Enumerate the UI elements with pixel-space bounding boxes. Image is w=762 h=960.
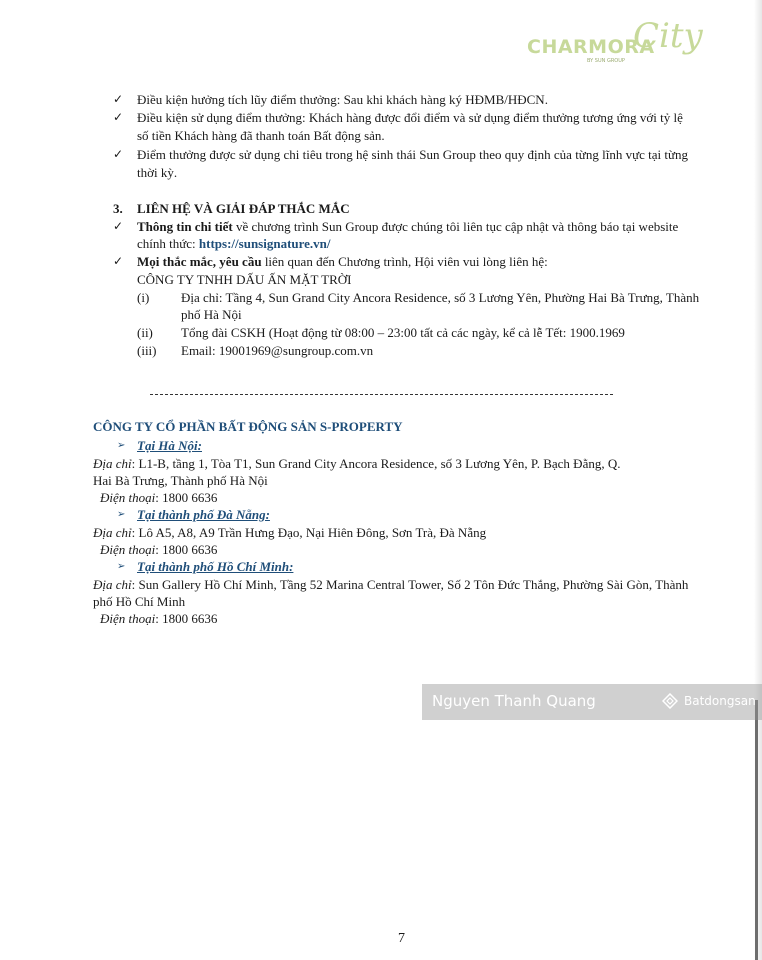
bullet-text-cont: số tiền Khách hàng đã thanh toán Bất động sản. [137, 128, 385, 143]
bullet-text-cont: thời kỳ. [137, 165, 178, 180]
address-value: : L1-B, tầng 1, Tòa T1, Sun Grand City Ancora Residence, số 3 Lương Yên, P. Bạch Đằng, Q. [131, 456, 621, 471]
contact-line [137, 253, 548, 270]
charmora-city-logo [525, 16, 705, 74]
phone-value: : 1800 6636 [155, 490, 218, 505]
arrow-icon: ➢ [117, 509, 126, 520]
office-phone [100, 489, 217, 506]
watermark-banner [422, 684, 762, 720]
info-rest: về chương trình Sun Group được chúng tôi liên tục cập nhật và thông báo tại website [232, 219, 679, 234]
arrow-icon: ➢ [117, 440, 126, 451]
phone-label: Điện thoại [100, 490, 156, 505]
website-link[interactable]: https://sunsignature.vn/ [198, 236, 331, 251]
office-city: Tại Hà Nội: [137, 438, 202, 453]
address-label: Địa chỉ [93, 525, 132, 540]
office-address [93, 524, 486, 541]
address-label: Địa chỉ [93, 577, 132, 592]
office-city: Tại thành phố Đà Nẵng: [137, 507, 270, 522]
logo-script: City [633, 16, 703, 56]
phone-value: : 1800 6636 [155, 542, 218, 557]
arrow-icon: ➢ [117, 561, 126, 572]
bullet-text: Điều kiện sử dụng điểm thưởng: Khách hàng được đổi điểm và sử dụng điểm thưởng tương ứng với tỷ lệ [137, 110, 683, 125]
logo-sub: BY SUN GROUP [587, 58, 625, 64]
batdongsan-logo-icon [662, 693, 678, 709]
item-text: Tổng đài CSKH (Hoạt động từ 08:00 – 23:00 tất cả các ngày, kể cả lễ Tết: 1900.1969 [181, 325, 625, 340]
office-address-cont: phố Hồ Chí Minh [93, 594, 186, 609]
bullet-text: Điều kiện hưởng tích lũy điểm thưởng: Sau khi khách hàng ký HĐMB/HĐCN. [137, 92, 548, 107]
office-address-cont: Hai Bà Trưng, Thành phố Hà Nội [93, 473, 268, 488]
bullet-text: Điểm thưởng được sử dụng chi tiêu trong hệ sinh thái Sun Group theo quy định của từng lĩnh vực tại từng [137, 147, 689, 162]
section-title: LIÊN HỆ VÀ GIẢI ĐÁP THẮC MẮC [137, 201, 350, 216]
checkmark-icon: ✓ [113, 254, 124, 268]
dashed-separator [150, 394, 613, 395]
item-text: Địa chỉ: Tầng 4, Sun Grand City Ancora Residence, số 3 Lương Yên, Phường Hai Bà Trưng, Thành [181, 290, 700, 305]
contact-rest: liên quan đến Chương trình, Hội viên vui lòng liên hệ: [261, 254, 548, 269]
watermark-brand: Batdongsan [684, 694, 756, 708]
page-edge-dark [755, 700, 758, 960]
contact-bold: Mọi thắc mắc, yêu cầu [137, 254, 262, 269]
item-text-cont: phố Hà Nội [181, 307, 242, 322]
footer-company: CÔNG TY CỔ PHẦN BẤT ĐỘNG SẢN S-PROPERTY [93, 419, 403, 434]
address-value: : Sun Gallery Hồ Chí Minh, Tầng 52 Marina Central Tower, Số 2 Tôn Đức Thắng, Phường Sài Gòn, Thành [131, 577, 689, 592]
checkmark-icon: ✓ [113, 92, 124, 106]
company-name: CÔNG TY TNHH DẤU ẤN MẶT TRỜI [137, 272, 352, 287]
address-value: : Lô A5, A8, A9 Trần Hưng Đạo, Nại Hiên Đông, Sơn Trà, Đà Nẵng [131, 525, 487, 540]
item-number: (i) [137, 290, 150, 305]
item-number: (ii) [137, 325, 153, 340]
phone-value: : 1800 6636 [155, 611, 218, 626]
watermark-name: Nguyen Thanh Quang [432, 692, 596, 710]
office-city: Tại thành phố Hồ Chí Minh: [137, 559, 294, 574]
page-number: 7 [398, 931, 405, 946]
info-line [137, 218, 678, 235]
checkmark-icon: ✓ [113, 147, 124, 161]
phone-label: Điện thoại [100, 611, 156, 626]
info-line-2 [137, 235, 331, 252]
checkmark-icon: ✓ [113, 110, 124, 124]
phone-label: Điện thoại [100, 542, 156, 557]
office-phone [100, 541, 217, 558]
checkmark-icon: ✓ [113, 219, 124, 233]
info-prefix: chính thức: [137, 236, 199, 251]
logo-word: CHARMORA [527, 36, 655, 58]
item-number: (iii) [137, 343, 157, 358]
item-text: Email: 19001969@sungroup.com.vn [181, 343, 374, 358]
office-address [93, 455, 620, 472]
address-label: Địa chỉ [93, 456, 132, 471]
info-bold: Thông tin chi tiết [137, 219, 233, 234]
section-number: 3. [113, 201, 123, 216]
office-address [93, 576, 688, 593]
office-phone [100, 610, 217, 627]
